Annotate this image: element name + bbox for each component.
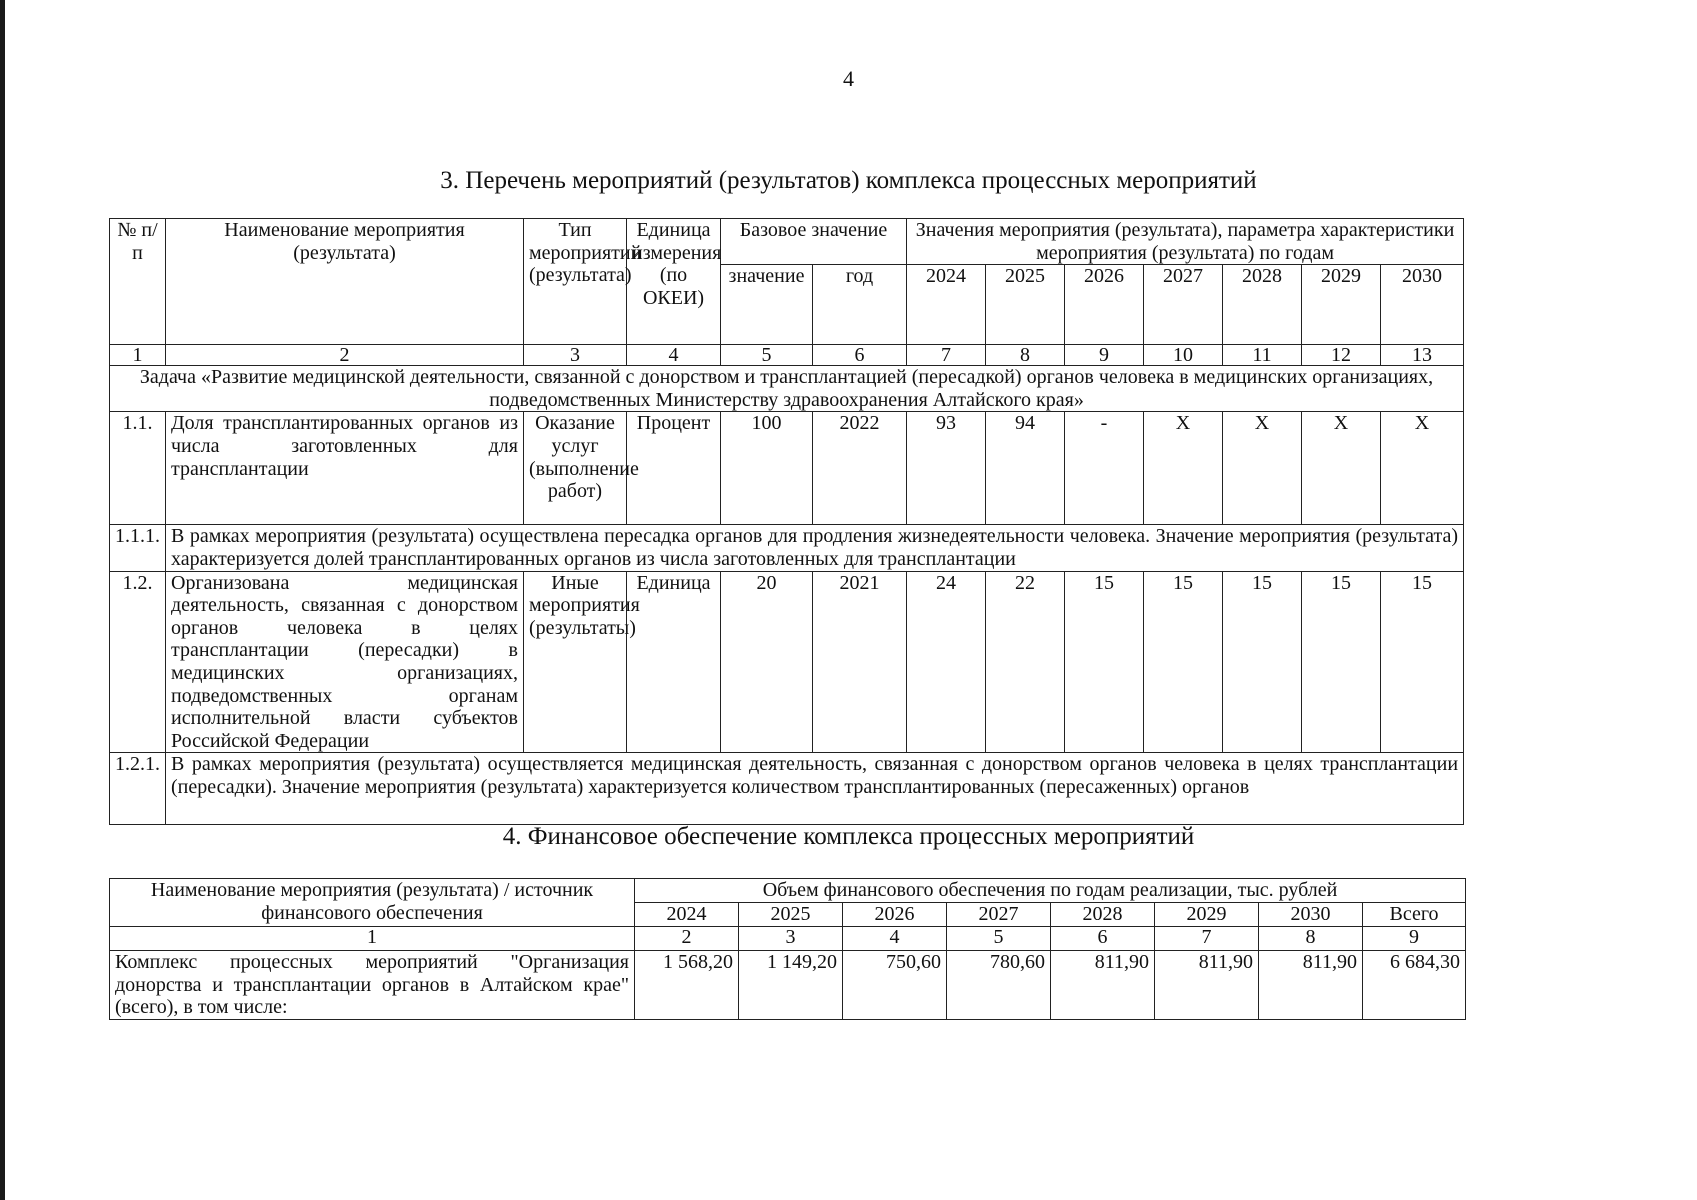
col-number: 6 bbox=[813, 345, 907, 366]
row-value: 15 bbox=[1223, 571, 1302, 753]
finance-header-year: 2030 bbox=[1259, 903, 1363, 927]
row-num: 1.2. bbox=[110, 571, 166, 753]
col-number: 7 bbox=[907, 345, 986, 366]
row-value: 24 bbox=[907, 571, 986, 753]
finance-col-number: 6 bbox=[1051, 927, 1155, 951]
finance-header-year: 2026 bbox=[843, 903, 947, 927]
col-number: 5 bbox=[721, 345, 813, 366]
col-number: 8 bbox=[986, 345, 1065, 366]
col-number: 3 bbox=[524, 345, 627, 366]
section4-title: 4. Финансовое обеспечение комплекса процессных мероприятий bbox=[502, 823, 1195, 850]
finance-table bbox=[109, 878, 1466, 1020]
finance-col-number: 9 bbox=[1363, 927, 1466, 951]
header-year: 2024 bbox=[907, 265, 986, 345]
header-year: 2029 bbox=[1302, 265, 1381, 345]
header-base-value: значение bbox=[721, 265, 813, 345]
row-num: 1.1. bbox=[110, 412, 166, 525]
col-number: 4 bbox=[627, 345, 721, 366]
row-value: X bbox=[1223, 412, 1302, 525]
measures-table bbox=[109, 218, 1464, 825]
row-value: 15 bbox=[1381, 571, 1464, 753]
row-unit: Процент bbox=[627, 412, 721, 525]
note-text: В рамках мероприятия (результата) осуществлена пересадка органов для продления жизнедеятельности человека. Значение мероприятия (результата) характеризуется долей трансплантированных органов из числа заготовленных для трансплантации bbox=[166, 525, 1464, 571]
finance-col-number: 2 bbox=[635, 927, 739, 951]
finance-value: 811,90 bbox=[1051, 951, 1155, 1020]
header-year: 2027 bbox=[1144, 265, 1223, 345]
header-values: Значения мероприятия (результата), параметра характеристики мероприятия (результата) по годам bbox=[907, 219, 1464, 265]
header-year: 2030 bbox=[1381, 265, 1464, 345]
col-number: 2 bbox=[166, 345, 524, 366]
header-num: № п/п bbox=[110, 219, 166, 345]
note-text: В рамках мероприятия (результата) осуществляется медицинская деятельность, связанная с донорством органов человека в целях трансплантации (пересадки). Значение мероприятия (результата) характеризуется количеством трансплантированных (пересаженных) органов bbox=[166, 753, 1464, 825]
row-value: X bbox=[1381, 412, 1464, 525]
finance-value: 811,90 bbox=[1155, 951, 1259, 1020]
finance-header-name: Наименование мероприятия (результата) / источник финансового обеспечения bbox=[110, 879, 635, 927]
header-name: Наименование мероприятия (результата) bbox=[166, 219, 524, 345]
header-year: 2026 bbox=[1065, 265, 1144, 345]
finance-total: 6 684,30 bbox=[1363, 951, 1466, 1020]
finance-col-number: 7 bbox=[1155, 927, 1259, 951]
row-base-value: 100 bbox=[721, 412, 813, 525]
col-number: 12 bbox=[1302, 345, 1381, 366]
finance-header-year: 2029 bbox=[1155, 903, 1259, 927]
finance-col-number: 8 bbox=[1259, 927, 1363, 951]
row-base-year: 2021 bbox=[813, 571, 907, 753]
finance-row-name: Комплекс процессных мероприятий "Организация донорства и трансплантации органов в Алтайском крае" (всего), в том числе: bbox=[110, 951, 635, 1020]
row-value: 15 bbox=[1065, 571, 1144, 753]
row-value: 22 bbox=[986, 571, 1065, 753]
finance-col-number: 3 bbox=[739, 927, 843, 951]
section3-title: 3. Перечень мероприятий (результатов) комплекса процессных мероприятий bbox=[440, 167, 1257, 194]
finance-value: 811,90 bbox=[1259, 951, 1363, 1020]
row-value: X bbox=[1302, 412, 1381, 525]
finance-header-year: 2028 bbox=[1051, 903, 1155, 927]
finance-col-number: 5 bbox=[947, 927, 1051, 951]
finance-value: 750,60 bbox=[843, 951, 947, 1020]
finance-header-year: 2027 bbox=[947, 903, 1051, 927]
header-year: 2025 bbox=[986, 265, 1065, 345]
row-name: Организована медицинская деятельность, связанная с донорством органов человека в целях трансплантации (пересадки) в медицинских организациях, подведомственных органам исполнительной власти субъектов Российской Федерации bbox=[166, 571, 524, 753]
row-value: 15 bbox=[1144, 571, 1223, 753]
row-value: - bbox=[1065, 412, 1144, 525]
row-type: Оказание услуг (выполнение работ) bbox=[524, 412, 627, 525]
header-base-year: год bbox=[813, 265, 907, 345]
finance-value: 1 568,20 bbox=[635, 951, 739, 1020]
row-unit: Единица bbox=[627, 571, 721, 753]
note-num: 1.2.1. bbox=[110, 753, 166, 825]
header-year: 2028 bbox=[1223, 265, 1302, 345]
finance-value: 780,60 bbox=[947, 951, 1051, 1020]
row-value: X bbox=[1144, 412, 1223, 525]
header-base: Базовое значение bbox=[721, 219, 907, 265]
col-number: 11 bbox=[1223, 345, 1302, 366]
row-type: Иные мероприятия (результаты) bbox=[524, 571, 627, 753]
note-num: 1.1.1. bbox=[110, 525, 166, 571]
header-type: Тип мероприятий (результата) bbox=[524, 219, 627, 345]
finance-value: 1 149,20 bbox=[739, 951, 843, 1020]
col-number: 1 bbox=[110, 345, 166, 366]
finance-col-number: 1 bbox=[110, 927, 635, 951]
row-base-value: 20 bbox=[721, 571, 813, 753]
finance-header-year: 2024 bbox=[635, 903, 739, 927]
col-number: 9 bbox=[1065, 345, 1144, 366]
row-value: 15 bbox=[1302, 571, 1381, 753]
finance-header-volume: Объем финансового обеспечения по годам реализации, тыс. рублей bbox=[635, 879, 1466, 903]
row-base-year: 2022 bbox=[813, 412, 907, 525]
row-value: 93 bbox=[907, 412, 986, 525]
page-number: 4 bbox=[843, 66, 854, 91]
header-unit: Единица измерения (по ОКЕИ) bbox=[627, 219, 721, 345]
col-number: 10 bbox=[1144, 345, 1223, 366]
task-row: Задача «Развитие медицинской деятельности, связанной с донорством и трансплантацией (пересадкой) органов человека в медицинских организациях, подведомственных Министерству здравоохранения Алтайского края» bbox=[110, 366, 1464, 412]
row-name: Доля трансплантированных органов из числа заготовленных для трансплантации bbox=[166, 412, 524, 525]
finance-header-total: Всего bbox=[1363, 903, 1466, 927]
finance-header-year: 2025 bbox=[739, 903, 843, 927]
row-value: 94 bbox=[986, 412, 1065, 525]
col-number: 13 bbox=[1381, 345, 1464, 366]
finance-col-number: 4 bbox=[843, 927, 947, 951]
